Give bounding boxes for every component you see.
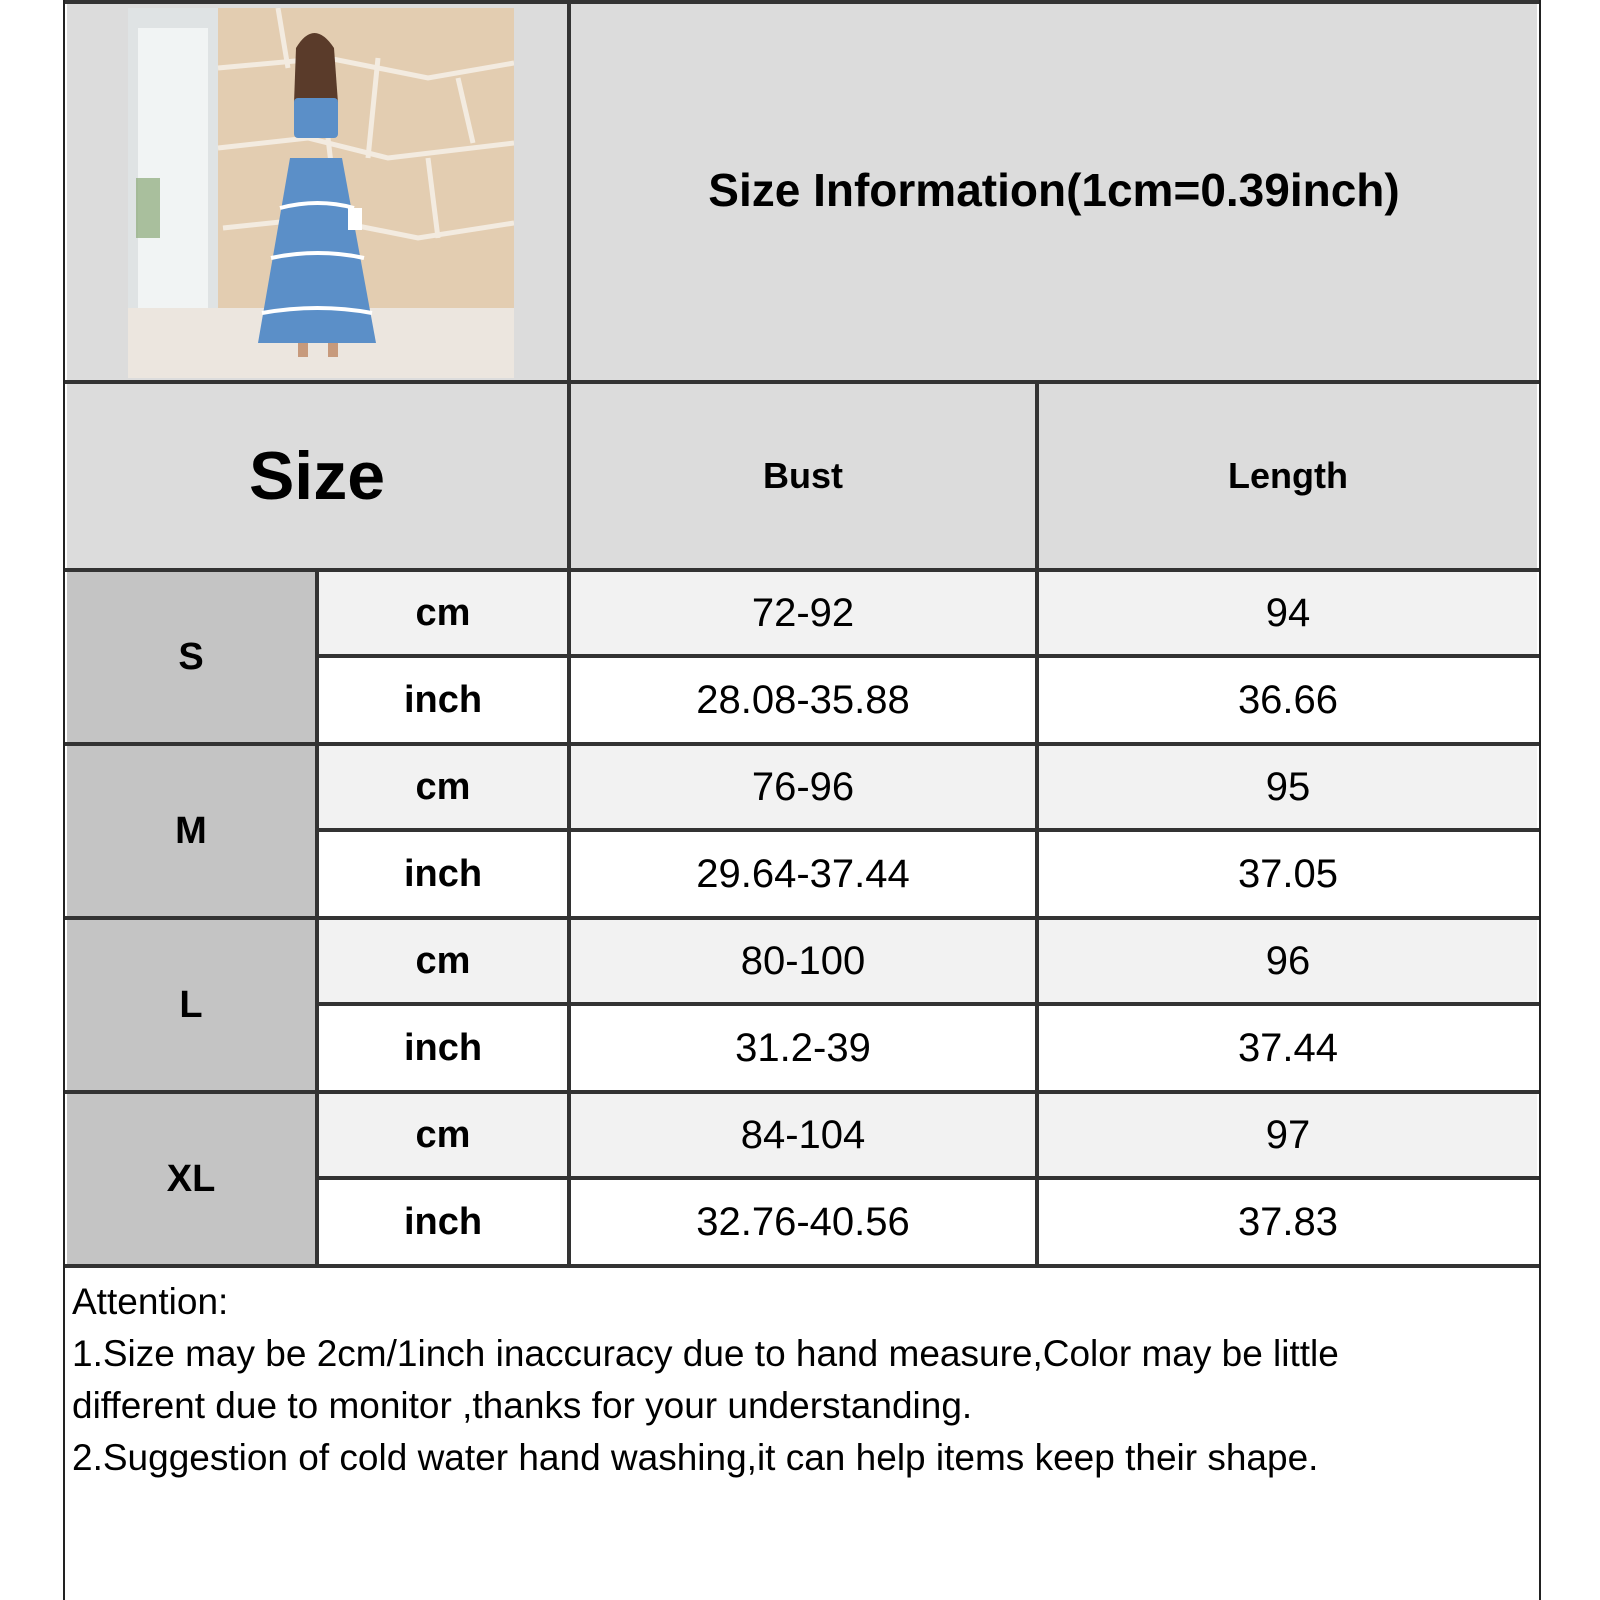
size-cell-l xyxy=(67,920,315,1090)
table-row xyxy=(319,920,567,1002)
bust-text: 76-96 xyxy=(751,764,855,809)
bust-text: 29.64-37.44 xyxy=(696,851,910,896)
bust-header: Bust xyxy=(763,455,843,496)
grid-line xyxy=(65,568,1539,572)
length-value xyxy=(1039,920,1537,1002)
bust-value xyxy=(571,1094,1035,1176)
length-text: 37.83 xyxy=(1237,1199,1339,1244)
unit-label: inch xyxy=(403,852,483,895)
size-cell-s xyxy=(67,572,315,742)
length-text: 37.44 xyxy=(1237,1025,1339,1070)
table-row xyxy=(319,1006,567,1090)
bust-text: 28.08-35.88 xyxy=(696,677,910,722)
bust-value xyxy=(571,920,1035,1002)
grid-line xyxy=(1035,380,1039,1268)
grid-line xyxy=(315,568,319,1268)
note-line: different due to monitor ,thanks for your understanding. xyxy=(72,1385,973,1426)
bust-text: 32.76-40.56 xyxy=(696,1199,910,1244)
bust-value xyxy=(571,832,1035,916)
length-text: 94 xyxy=(1265,590,1311,635)
size-cell-m xyxy=(67,746,315,916)
bust-text: 80-100 xyxy=(740,938,866,983)
size-header: Size xyxy=(248,438,386,514)
grid-line xyxy=(317,1176,1539,1180)
length-text: 37.05 xyxy=(1237,851,1339,896)
unit-label: cm xyxy=(415,1113,471,1156)
size-cell-xl xyxy=(67,1094,315,1264)
unit-label: cm xyxy=(415,591,471,634)
length-text: 36.66 xyxy=(1237,677,1339,722)
length-value xyxy=(1039,1006,1537,1090)
note-line: 2.Suggestion of cold water hand washing,it can help items keep their shape. xyxy=(72,1437,1319,1478)
bust-header-cell xyxy=(571,384,1035,568)
length-value xyxy=(1039,658,1537,742)
notes-heading: Attention: xyxy=(72,1281,229,1322)
table-row xyxy=(319,832,567,916)
attention-notes xyxy=(72,1276,1532,1484)
bust-value xyxy=(571,572,1035,654)
length-value xyxy=(1039,746,1537,828)
title-cell xyxy=(571,4,1537,380)
grid-line xyxy=(567,0,571,1268)
table-row xyxy=(319,1180,567,1264)
length-value xyxy=(1039,572,1537,654)
grid-line xyxy=(317,654,1539,658)
length-text: 96 xyxy=(1265,938,1311,983)
table-row xyxy=(319,658,567,742)
page-title: Size Information(1cm=0.39inch) xyxy=(708,164,1400,216)
model-image xyxy=(128,8,514,378)
length-text: 95 xyxy=(1265,764,1311,809)
length-header: Length xyxy=(1228,455,1348,496)
unit-label: inch xyxy=(403,678,483,721)
table-row xyxy=(319,1094,567,1176)
bust-value xyxy=(571,658,1035,742)
table-row xyxy=(319,572,567,654)
length-value xyxy=(1039,1180,1537,1264)
bust-text: 72-92 xyxy=(751,590,855,635)
length-header-cell xyxy=(1039,384,1537,568)
grid-line xyxy=(65,380,1539,384)
bust-text: 84-104 xyxy=(740,1112,866,1157)
bust-value xyxy=(571,1180,1035,1264)
note-line: 1.Size may be 2cm/1inch inaccuracy due to hand measure,Color may be little xyxy=(72,1333,1339,1374)
bust-value xyxy=(571,1006,1035,1090)
grid-line xyxy=(317,828,1539,832)
grid-line xyxy=(65,0,1539,4)
unit-label: cm xyxy=(415,939,471,982)
size-header-cell xyxy=(67,384,567,568)
size-label: M xyxy=(175,809,207,852)
size-label: L xyxy=(179,983,203,1026)
size-label: S xyxy=(178,635,204,678)
unit-label: inch xyxy=(403,1200,483,1243)
bust-value xyxy=(571,746,1035,828)
unit-label: cm xyxy=(415,765,471,808)
unit-label: inch xyxy=(403,1026,483,1069)
grid-line xyxy=(65,1264,1539,1268)
length-value xyxy=(1039,832,1537,916)
product-photo xyxy=(128,8,514,378)
grid-line xyxy=(65,742,1539,746)
bust-text: 31.2-39 xyxy=(735,1025,871,1070)
grid-line xyxy=(65,916,1539,920)
table-row xyxy=(319,746,567,828)
length-value xyxy=(1039,1094,1537,1176)
length-text: 97 xyxy=(1265,1112,1311,1157)
grid-line xyxy=(317,1002,1539,1006)
grid-line xyxy=(65,1090,1539,1094)
size-label: XL xyxy=(166,1157,216,1200)
